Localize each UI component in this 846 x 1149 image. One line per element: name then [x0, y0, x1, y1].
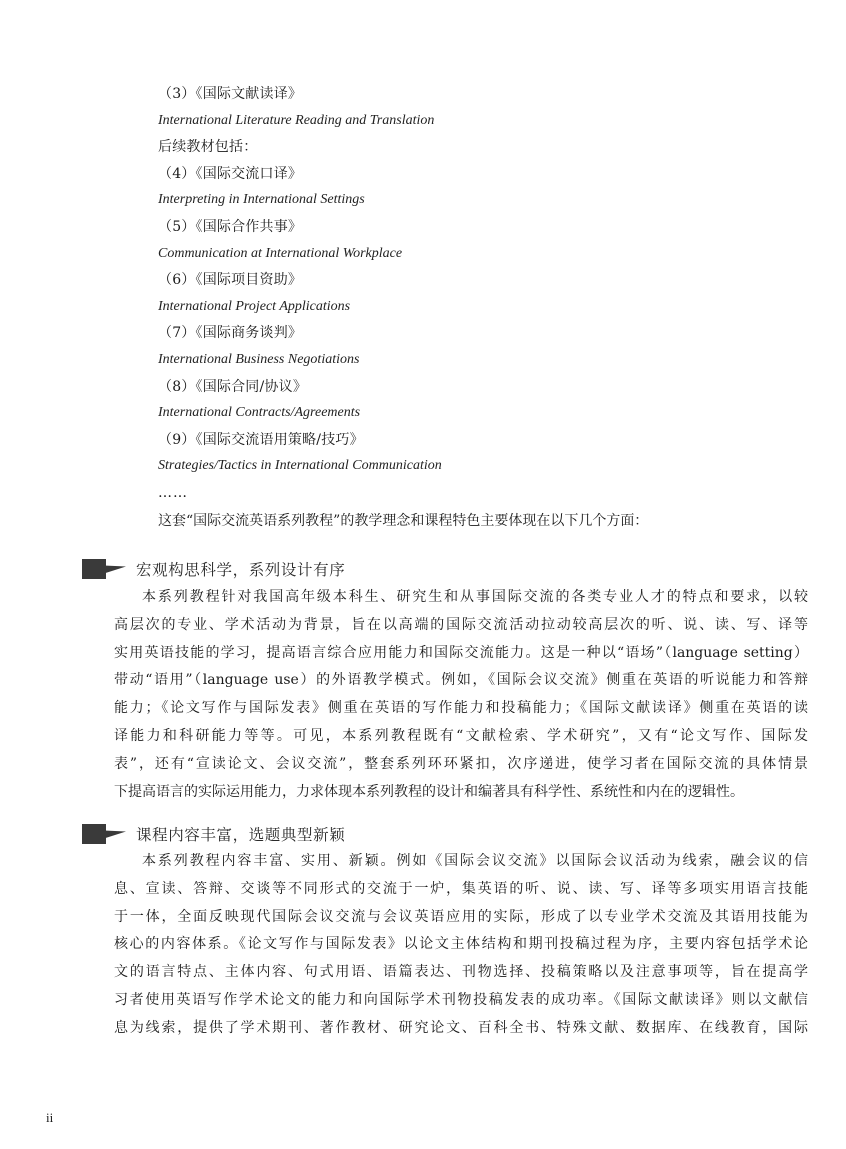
paragraph-line: 下提高语言的实际运用能力，力求体现本系列教程的设计和编著具有科学性、系统性和内在的逻辑性。: [114, 783, 744, 800]
book-title-en: Strategies/Tactics in International Communication: [158, 458, 442, 474]
book-item: [158, 161, 778, 214]
paragraph-line: 本系列教程针对我国高年级本科生、研究生和从事国际交流的各类专业人才的特点和要求，以较: [142, 589, 808, 605]
book-title-en: Interpreting in International Settings: [158, 192, 365, 208]
section-heading: [82, 822, 345, 846]
book-item: [158, 427, 778, 480]
book-title-zh: （6）《国际项目资助》: [158, 272, 303, 289]
section-paragraph: [114, 848, 808, 1043]
book-title-zh: （5）《国际合作共事》: [158, 218, 303, 235]
section-heading: [82, 557, 345, 581]
book-item: [158, 267, 778, 320]
book-title-zh: （3）《国际文献读译》: [158, 86, 303, 102]
paragraph-line: 核心的内容体系。《论文写作与国际发表》以论文主体结构和期刊投稿过程为序，主要内容包括学术论: [114, 936, 808, 953]
section-heading-text: 宏观构思科学，系列设计有序: [136, 561, 346, 579]
book-title-zh: （4）《国际交流口译》: [158, 165, 303, 182]
paragraph-line: 能力；《论文写作与国际发表》侧重在英语的写作能力和投稿能力；《国际文献读译》侧重在英语的读: [114, 700, 808, 717]
book-title-en: International Contracts/Agreements: [158, 405, 361, 421]
paragraph-line: 文的语言特点、主体内容、句式用语、语篇表达、刊物选择、投稿策略以及注意事项等，旨在提高学: [114, 964, 808, 981]
paragraph-line: 带动“语用”（language use）的外语教学模式。例如，《国际会议交流》侧重在英语的听说能力和答辩: [114, 672, 808, 689]
paragraph-line: 息、宣读、答辩、交谈等不同形式的交流于一炉，集英语的听、说、读、写、译等多项实用语言技能: [114, 880, 808, 897]
paragraph-line: 表”，还有“宣读论文、会议交流”，整套系列环环紧扣，次序递进，使学习者在国际交流的具体情景: [114, 755, 808, 772]
arrow-marker-icon: [82, 559, 128, 579]
paragraph-line: 高层次的专业、学术活动为背景，旨在以高端的国际交流活动拉动较高层次的听、说、读、写、译等: [114, 616, 808, 633]
book-title-en: Communication at International Workplace: [158, 245, 403, 261]
section-paragraph: [114, 584, 808, 806]
book-title-en: International Business Negotiations: [158, 351, 360, 367]
list-ellipsis: ……: [158, 484, 188, 501]
book-list: [158, 81, 778, 507]
book-item: [158, 81, 778, 134]
book-item: [158, 214, 778, 267]
book-title-en: International Project Applications: [158, 298, 351, 314]
paragraph-line: 本系列教程内容丰富、实用、新颖。例如《国际会议交流》以国际会议活动为线索，融会议的信: [142, 853, 808, 869]
book-item: [158, 320, 778, 373]
book-title-en: International Literature Reading and Translation: [158, 112, 435, 128]
page-number: ii: [46, 1110, 54, 1125]
paragraph-line: 于一体，全面反映现代国际会议交流与会议英语应用的实际，形成了以专业学术交流及其语用技能为: [114, 908, 808, 925]
paragraph-line: 译能力和科研能力等等。可见，本系列教程既有“文献检索、学术研究”，又有“论文写作、国际发: [114, 727, 808, 744]
book-title-zh: （9）《国际交流语用策略/技巧》: [158, 431, 364, 448]
paragraph-line: 习者使用英语写作学术论文的能力和向国际学术刊物投稿发表的成功率。《国际文献读译》则以文献信: [114, 991, 808, 1008]
subsequent-books-heading: 后续教材包括：: [158, 139, 258, 156]
paragraph-line: 实用英语技能的学习，提高语言综合应用能力和国际交流能力。这是一种以“语场”（language setting）: [114, 644, 808, 661]
paragraph-line: 息为线索，提供了学术期刊、著作教材、研究论文、百科全书、特殊文献、数据库、在线教育，国际: [114, 1019, 808, 1036]
book-title-zh: （7）《国际商务谈判》: [158, 325, 303, 342]
book-title-zh: （8）《国际合同/协议》: [158, 378, 308, 395]
section-heading-text: 课程内容丰富，选题典型新颖: [136, 826, 346, 844]
book-item: [158, 374, 778, 427]
intro-sentence: 这套“国际交流英语系列教程”的教学理念和课程特色主要体现在以下几个方面：: [158, 513, 649, 529]
arrow-marker-icon: [82, 824, 128, 844]
